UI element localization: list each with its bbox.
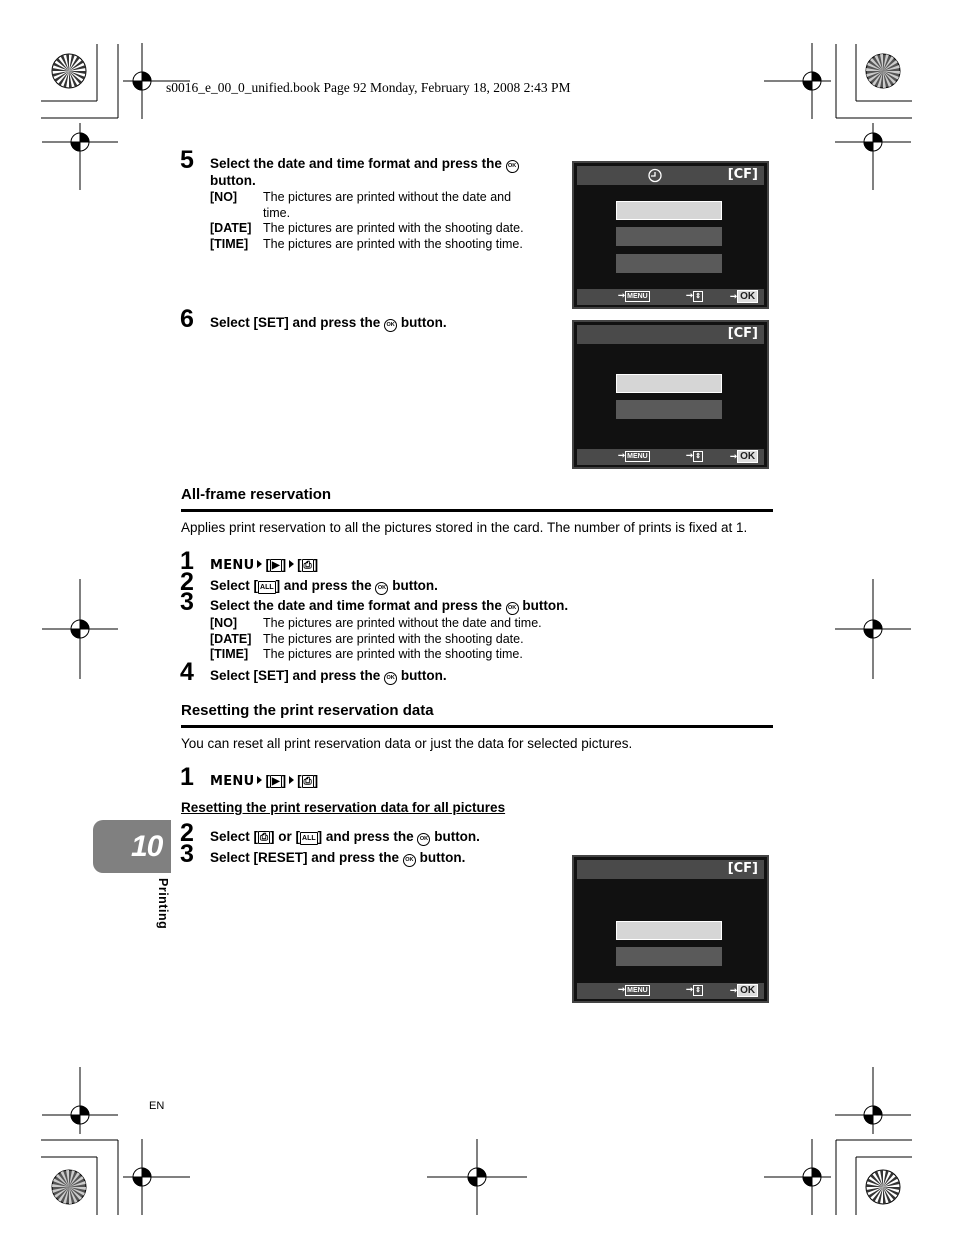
screen-title-bar — [577, 860, 764, 879]
camera-screen — [572, 855, 769, 1003]
step-text-c: button. — [392, 578, 438, 593]
step-text — [210, 578, 438, 595]
step-text-b: button. — [419, 850, 466, 865]
ok-button-icon: OK — [384, 672, 397, 685]
print-order-icon: ⎙ — [260, 832, 269, 843]
step-text-a: Select [SET] and press the — [210, 315, 381, 330]
screen-button-bar — [577, 449, 764, 465]
option-key: [NO] — [210, 190, 238, 204]
playback-icon: ▶ — [271, 776, 280, 787]
step-text-a: Select the date and time format and press the — [210, 598, 502, 613]
option-text: The pictures are printed with the shooting date. — [263, 221, 524, 235]
step-number: 2 — [180, 568, 194, 596]
ok-button-icon: OK — [417, 833, 430, 846]
ok-button-icon: OK — [375, 582, 388, 595]
step-text-b: button. — [400, 668, 447, 683]
print-order-icon: ⎙ — [303, 560, 312, 571]
step-number: 2 — [180, 819, 194, 847]
section-rule — [181, 509, 773, 512]
ok-button-icon: OK — [506, 160, 519, 173]
menu-option[interactable] — [616, 227, 722, 246]
menu-path: MENU [ ▶ ] [ ⎙ ] — [210, 773, 319, 789]
menu-button-hint: ➞ MENU — [618, 450, 648, 460]
step-text-a: Select [RESET] and press the — [210, 850, 400, 865]
card-cf-label: [CF] — [727, 167, 758, 182]
step-number: 1 — [180, 547, 194, 575]
option-text: The pictures are printed with the shooting date. — [263, 632, 524, 646]
option-key: [DATE] — [210, 221, 252, 235]
option-key: [TIME] — [210, 237, 249, 251]
screen-title-bar — [577, 325, 764, 344]
step-text — [210, 668, 447, 685]
print-all-icon: ALL — [300, 832, 318, 845]
option-text: The pictures are printed without the date and time. — [263, 616, 542, 630]
step-text-d: button. — [434, 829, 480, 844]
step-number: 1 — [180, 763, 194, 791]
updown-hint-icon: ➞ ⇕ — [686, 984, 701, 994]
camera-screen — [572, 161, 769, 309]
step-text-a: Select [SET] and press the — [210, 668, 381, 683]
section-rule — [181, 725, 773, 728]
option-key: [DATE] — [210, 632, 252, 646]
option-key: [NO] — [210, 616, 238, 630]
menu-button-hint: ➞ MENU — [618, 290, 648, 300]
step-text — [210, 850, 465, 867]
section-description: Applies print reservation to all the pictures stored in the card. The number of prints is fixed at 1. — [181, 520, 748, 535]
option-text: The pictures are printed with the shooting time. — [263, 647, 523, 661]
menu-option[interactable] — [616, 254, 722, 273]
step-text-b: button. — [522, 598, 569, 613]
ok-button-hint: ➞ OK — [730, 450, 758, 463]
section-title: All-frame reservation — [181, 486, 332, 503]
arrow-right-icon — [257, 776, 262, 784]
menu-option-selected[interactable] — [616, 921, 722, 940]
step-text-b: button. — [400, 315, 447, 330]
menu-path: MENU [ ▶ ] [ ⎙ ] — [210, 557, 319, 573]
step-text — [210, 829, 480, 846]
step-text-b: ] or [ — [270, 829, 301, 844]
step-number: 6 — [180, 305, 194, 333]
step-number: 3 — [180, 588, 194, 616]
step-text-c: ] and press the — [317, 829, 414, 844]
screen-button-bar — [577, 983, 764, 999]
camera-screen — [572, 320, 769, 469]
ok-button-hint: ➞ OK — [730, 290, 758, 303]
print-order-icon: ⎙ — [303, 776, 312, 787]
menu-option[interactable] — [616, 947, 722, 966]
card-cf-label: [CF] — [727, 861, 758, 876]
option-text: The pictures are printed with the shooting time. — [263, 237, 523, 251]
menu-option-selected[interactable] — [616, 374, 722, 393]
menu-option-selected[interactable] — [616, 201, 722, 220]
menu-label: MENU — [210, 558, 255, 573]
header-text: s0016_e_00_0_unified.book Page 92 Monday, February 18, 2008 2:43 PM — [166, 80, 571, 95]
step-number: 3 — [180, 840, 194, 868]
print-all-icon: ALL — [258, 581, 276, 594]
ok-button-icon: OK — [403, 854, 416, 867]
card-cf-label: [CF] — [727, 326, 758, 341]
arrow-right-icon — [289, 560, 294, 568]
registration-wheel-icon — [866, 1170, 900, 1204]
menu-button-hint: ➞ MENU — [618, 984, 648, 994]
step-text-b: ] and press the — [275, 578, 372, 593]
registration-wheel-icon — [866, 54, 900, 88]
menu-option[interactable] — [616, 400, 722, 419]
step-text-a: Select [ — [210, 829, 259, 844]
chapter-tab — [93, 820, 171, 873]
updown-hint-icon: ➞ ⇕ — [686, 450, 701, 460]
option-key: [TIME] — [210, 647, 249, 661]
arrow-right-icon — [289, 776, 294, 784]
arrow-right-icon — [257, 560, 262, 568]
registration-wheel-icon — [52, 1170, 86, 1204]
ok-button-icon: OK — [506, 602, 519, 615]
language-label: EN — [149, 1100, 165, 1112]
section-title: Resetting the print reservation data — [181, 702, 434, 719]
clock-icon — [647, 168, 663, 183]
screen-title-bar — [577, 166, 764, 185]
menu-label: MENU — [210, 774, 255, 789]
registration-wheel-icon — [52, 54, 86, 88]
step-text-a: Select the date and time format and press the — [210, 156, 502, 171]
step-text — [210, 598, 568, 615]
option-row — [210, 190, 237, 204]
step-text-a: Select [ — [210, 578, 259, 593]
chapter-number: 10 — [131, 830, 163, 863]
ok-button-hint: ➞ OK — [730, 984, 758, 997]
option-text: The pictures are printed without the date and — [263, 190, 512, 204]
ok-button-icon: OK — [384, 319, 397, 332]
step-text — [210, 156, 519, 173]
playback-icon: ▶ — [271, 560, 280, 571]
step-text — [210, 315, 447, 332]
screen-button-bar — [577, 289, 764, 305]
updown-hint-icon: ➞ ⇕ — [686, 290, 701, 300]
option-text: time. — [263, 206, 291, 220]
step-number: 4 — [180, 658, 194, 686]
subsection-title: Resetting the print reservation data for all pictures — [181, 800, 506, 815]
step-text-b: button. — [210, 173, 256, 188]
chapter-label: Printing — [156, 878, 170, 930]
section-description: You can reset all print reservation data or just the data for selected pictures. — [181, 736, 633, 751]
step-number: 5 — [180, 146, 194, 174]
